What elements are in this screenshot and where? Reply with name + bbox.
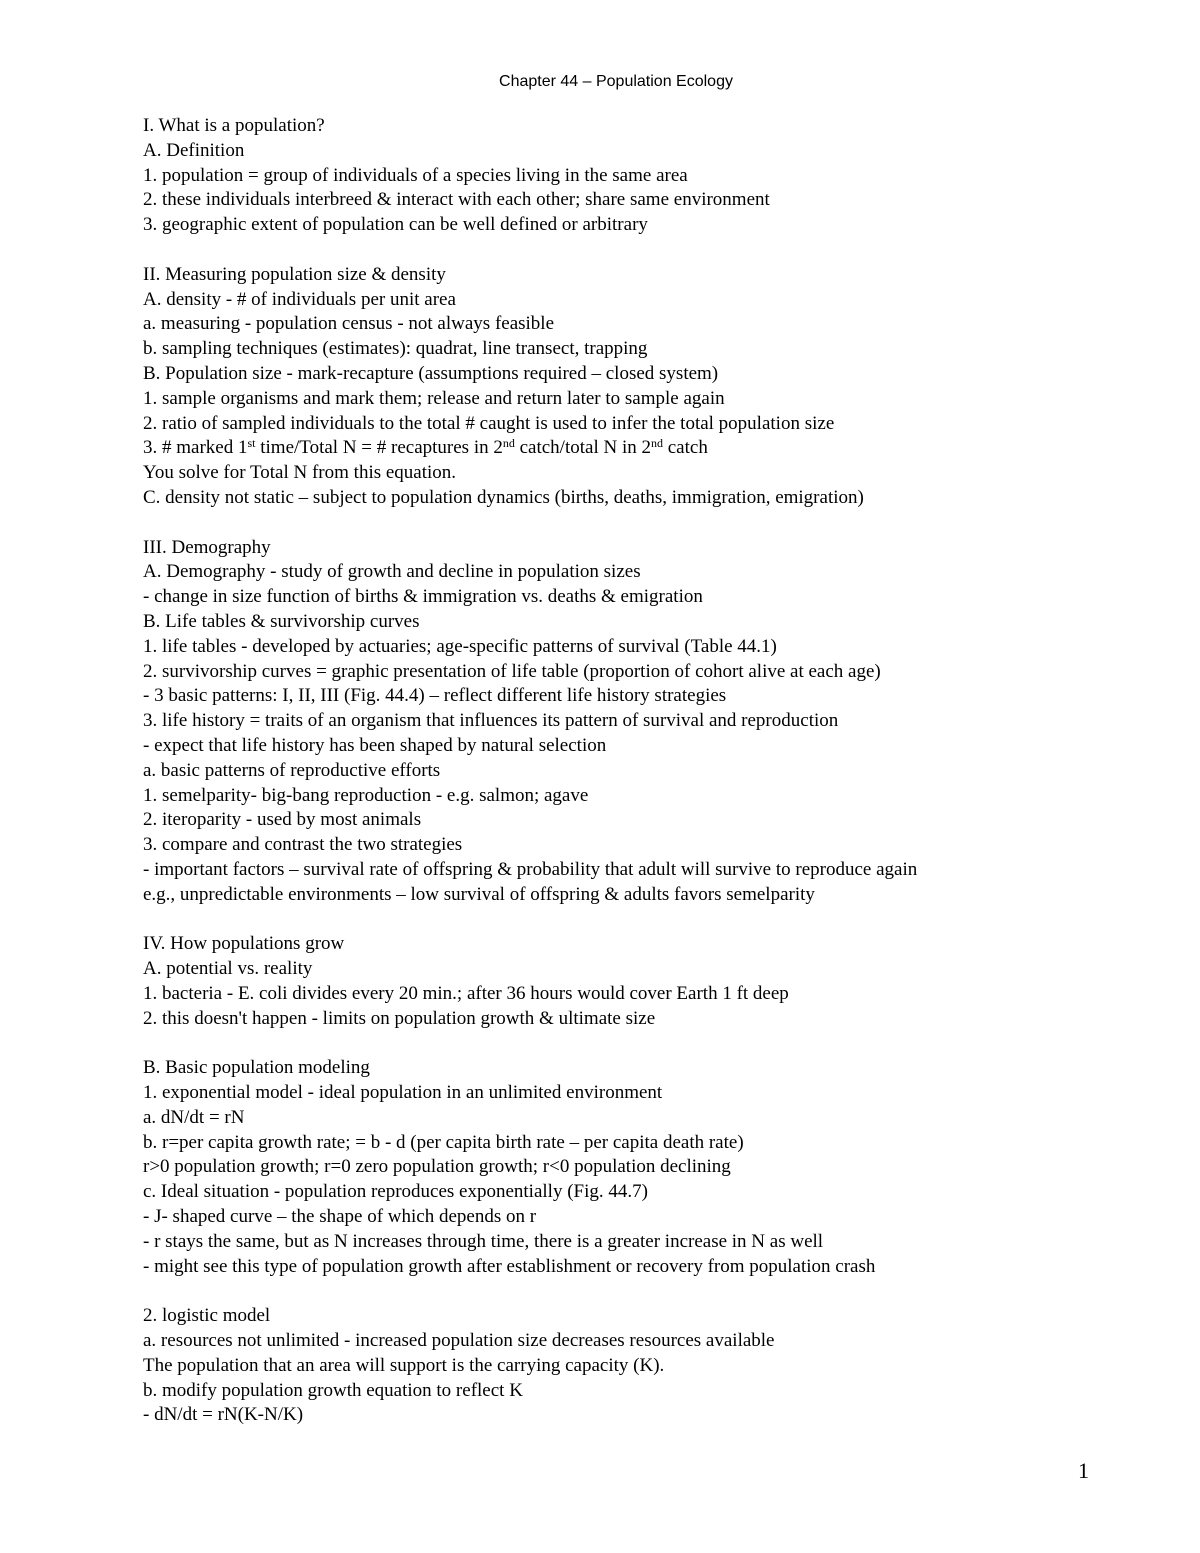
mark-recapture-formula-line [143, 436, 1143, 461]
text-line: A. density - # of individuals per unit area [143, 288, 456, 310]
text-line: B. Life tables & survivorship curves [143, 610, 420, 632]
text-line: 1. semelparity- big-bang reproduction - e.g. salmon; agave [143, 784, 589, 806]
text-line: a. measuring - population census - not always feasible [143, 313, 555, 335]
text-line: b. modify population growth equation to reflect K [143, 1379, 523, 1401]
section-heading: II. Measuring population size & density [143, 263, 446, 285]
text-line: r>0 population growth; r=0 zero population growth; r<0 population declining [143, 1156, 731, 1178]
text-line: 3. life history = traits of an organism that influences its pattern of survival and reproduction [143, 710, 839, 732]
formula-text: 3. # marked 1 [143, 437, 248, 459]
text-line: A. Demography - study of growth and decline in population sizes [143, 561, 641, 583]
formula-text: time/Total N = # recaptures in 2 [255, 437, 503, 459]
section-measuring-population [143, 263, 1143, 511]
blank-line [143, 238, 1143, 263]
text-line: C. density not static – subject to population dynamics (births, deaths, immigration, emigration) [143, 486, 864, 508]
text-line: 1. sample organisms and mark them; release and return later to sample again [143, 387, 725, 409]
section-heading: 2. logistic model [143, 1305, 271, 1327]
superscript: nd [650, 436, 663, 451]
text-line: 3. geographic extent of population can be well defined or arbitrary [143, 214, 648, 236]
text-line: a. dN/dt = rN [143, 1106, 245, 1128]
superscript: st [247, 436, 256, 451]
section-heading: IV. How populations grow [143, 933, 345, 955]
page-number: 1 [1078, 1458, 1089, 1483]
text-line: - expect that life history has been shaped by natural selection [143, 734, 607, 756]
blank-line [143, 1031, 1143, 1056]
text-line: - 3 basic patterns: I, II, III (Fig. 44.4) – reflect different life history strategies [143, 685, 727, 707]
text-line: a. basic patterns of reproductive efforts [143, 759, 441, 781]
text-line: - might see this type of population growth after establishment or recovery from population crash [143, 1255, 876, 1277]
text-line: 1. bacteria - E. coli divides every 20 min.; after 36 hours would cover Earth 1 ft deep [143, 982, 789, 1004]
section-how-populations-grow [143, 932, 1143, 1031]
text-line: The population that an area will support is the carrying capacity (K). [143, 1354, 665, 1376]
text-line: c. Ideal situation - population reproduces exponentially (Fig. 44.7) [143, 1181, 648, 1203]
text-line: 2. this doesn't happen - limits on population growth & ultimate size [143, 1007, 656, 1029]
text-line: 2. these individuals interbreed & interact with each other; share same environment [143, 189, 770, 211]
section-heading: III. Demography [143, 536, 271, 558]
text-line: A. potential vs. reality [143, 958, 313, 980]
section-demography [143, 536, 1143, 908]
text-line: You solve for Total N from this equation. [143, 462, 457, 484]
text-line: 1. exponential model - ideal population in an unlimited environment [143, 1082, 663, 1104]
formula-text: catch/total N in 2 [514, 437, 651, 459]
section-heading: I. What is a population? [143, 115, 325, 136]
text-line: 1. population = group of individuals of a species living in the same area [143, 164, 688, 186]
section-logistic-model [143, 1304, 1143, 1428]
text-line: 1. life tables - developed by actuaries; age-specific patterns of survival (Table 44.1) [143, 635, 777, 657]
section-what-is-a-population [143, 114, 1143, 238]
text-line: - important factors – survival rate of offspring & probability that adult will survive to reproduce again [143, 858, 918, 880]
text-line: e.g., unpredictable environments – low survival of offspring & adults favors semelparity [143, 883, 815, 905]
section-heading: B. Basic population modeling [143, 1057, 370, 1079]
text-line: b. r=per capita growth rate; = b - d (per capita birth rate – per capita death rate) [143, 1131, 744, 1153]
text-line: B. Population size - mark-recapture (assumptions required – closed system) [143, 362, 719, 384]
text-line: 2. iteroparity - used by most animals [143, 809, 422, 831]
text-line: - change in size function of births & immigration vs. deaths & emigration [143, 586, 703, 608]
section-basic-population-modeling [143, 1056, 1143, 1279]
blank-line [143, 1279, 1143, 1304]
blank-line [143, 511, 1143, 536]
text-line: 2. survivorship curves = graphic presentation of life table (proportion of cohort alive at each age) [143, 660, 881, 682]
text-line: 2. ratio of sampled individuals to the total # caught is used to infer the total population size [143, 412, 835, 434]
text-line: b. sampling techniques (estimates): quadrat, line transect, trapping [143, 338, 648, 360]
page-title: Chapter 44 – Population Ecology [499, 73, 733, 90]
text-line: - r stays the same, but as N increases through time, there is a greater increase in N as well [143, 1230, 824, 1252]
text-line: - J- shaped curve – the shape of which depends on r [143, 1206, 537, 1228]
document-body [143, 114, 1143, 1428]
text-line: - dN/dt = rN(K-N/K) [143, 1404, 304, 1426]
text-line: 3. compare and contrast the two strategies [143, 834, 463, 856]
blank-line [143, 908, 1143, 933]
text-line: a. resources not unlimited - increased population size decreases resources available [143, 1330, 775, 1352]
superscript: nd [502, 436, 515, 451]
text-line: A. Definition [143, 139, 245, 161]
formula-text: catch [662, 437, 708, 459]
